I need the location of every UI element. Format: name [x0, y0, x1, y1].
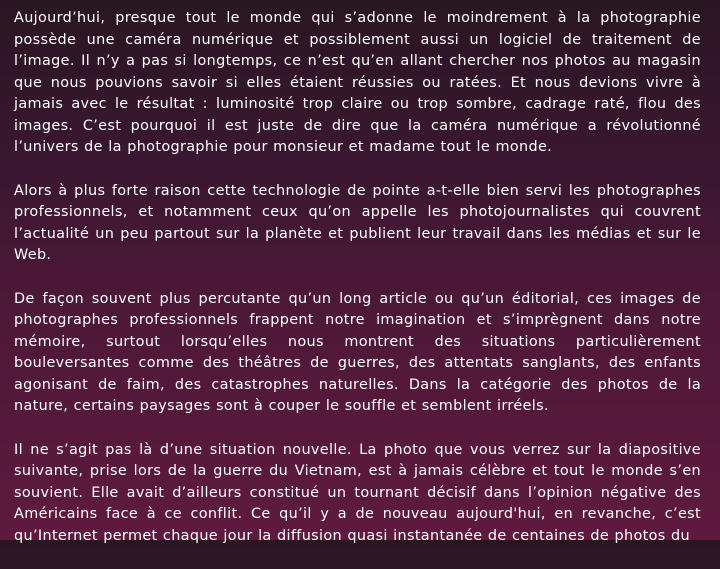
paragraph-vietnam-photo: Il ne s’agit pas là d’une situation nouvelle. La photo que vous verrez sur la diapositive suivante, prise lors de la guerre du Vietnam, est à jamais célèbre et tout le monde s’en souvient. Elle avait d’ailleurs constitué un tournant décisif dans l’opinion négative des Américains face à ce conflit. Ce qu’il y a de nouveau aujourd'hui, en revanche, c’est qu’Internet permet chaque jour la diffusion quasi instantanée de centaines de photos du	[14, 441, 701, 544]
slide-text-body	[14, 8, 701, 569]
paragraph-photojournalists: Alors à plus forte raison cette technologie de pointe a-t-elle bien servi les photographes professionnels, et notamment ceux qu’on appelle les photojournalistes qui couvrent l’actualité un peu partout sur la planète et publient leur travail dans les médias et sur le Web.	[14, 182, 701, 263]
paragraph-digital-photography: Aujourd’hui, presque tout le monde qui s’adonne le moindrement à la photographie possède une caméra numérique et possiblement aussi un logiciel de traitement de l’image. Il n’y a pas si longtemps, ce n’est qu’en allant chercher nos photos au magasin que nous pouvions savoir si elles étaient réussies ou ratées. Et nous devions vivre à jamais avec le résultat : luminosité trop claire ou trop sombre, cadrage raté, flou des images. C’est pourquoi il est juste de dire que la caméra numérique a révolutionné l’univers de la photographie pour monsieur et madame tout le monde.	[14, 10, 701, 155]
paragraph-impact-of-images: De façon souvent plus percutante qu’un long article ou qu’un éditorial, ces images de photographes professionnels frappent notre imagination et s’imprègnent dans notre mémoire, surtout lorsqu’elles nous montrent des situations particulièrement bouleversantes comme des théâtres de guerres, des attentats sanglants, des enfants agonisant de faim, des catastrophes naturelles. Dans la catégorie des photos de la nature, certains paysages sont à couper le souffle et semblent irréels.	[14, 290, 701, 414]
